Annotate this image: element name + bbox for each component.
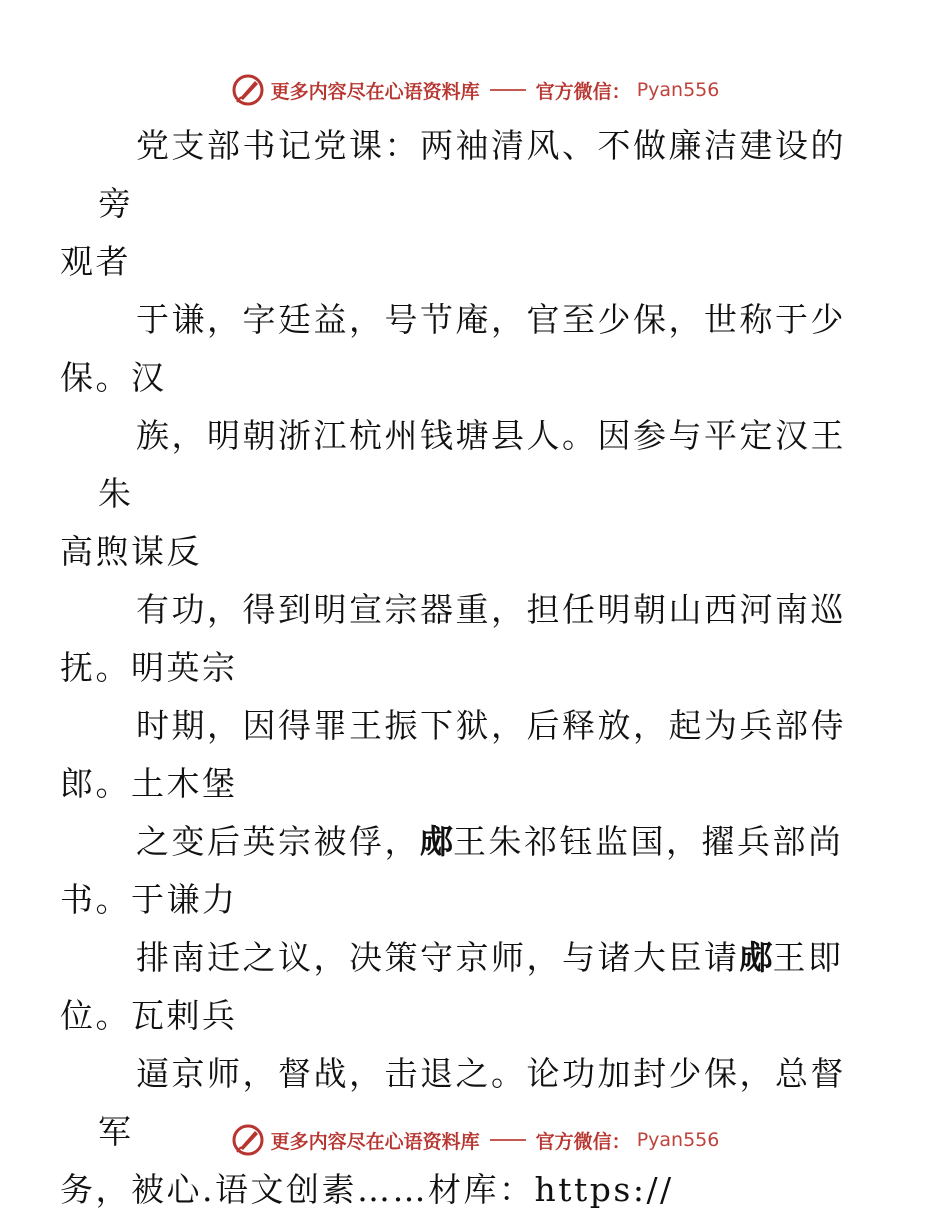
quill-logo-icon [231,73,265,107]
watermark-brand: Pyan556 [636,1129,720,1151]
paragraph-4: 有功，得到明宣宗器重，担任明朝山西河南巡 抚。明英宗 [60,590,846,687]
watermark-contact-label: 官方微信： [535,80,631,103]
quill-logo-icon [231,1123,265,1157]
watermark-dash [490,89,526,91]
paragraph-6: 之变后英宗被俘，郕王朱祁钰监国，擢兵部尚 书。于谦力 [60,822,844,919]
watermark-contact-label: 官方微信： [535,1130,631,1153]
paragraph-3: 族，明朝浙江杭州钱塘县人。因参与平定汉王朱 高煦谋反 [60,416,846,571]
paragraph-5: 时期，因得罪王振下狱，后释放，起为兵部侍 郎。土木堡 [60,706,846,803]
watermark-text: 更多内容尽在心语资料库 [270,80,480,103]
highlight-char: 郕 [739,938,773,977]
paragraph-2: 于谦，字廷益，号节庵，官至少保，世称于少 保。汉 [60,300,846,397]
watermark-brand: Pyan556 [636,79,720,101]
paragraph-8: 逼京师，督战，击退之。论功加封少保，总督军 务，被心.语文创素……材库：https:// [60,1054,846,1209]
paragraph-1: 党支部书记党课：两袖清风、不做廉洁建设的旁 观者 [60,126,846,281]
watermark-text: 更多内容尽在心语资料库 [270,1130,480,1153]
header-watermark [0,70,950,110]
footer-watermark [0,1120,950,1160]
watermark-dash [490,1139,526,1141]
highlight-char: 郕 [420,822,453,861]
document-body [60,117,868,1219]
paragraph-7: 排南迁之议，决策守京师，与诸大臣请郕王即 位。瓦剌兵 [60,938,844,1035]
